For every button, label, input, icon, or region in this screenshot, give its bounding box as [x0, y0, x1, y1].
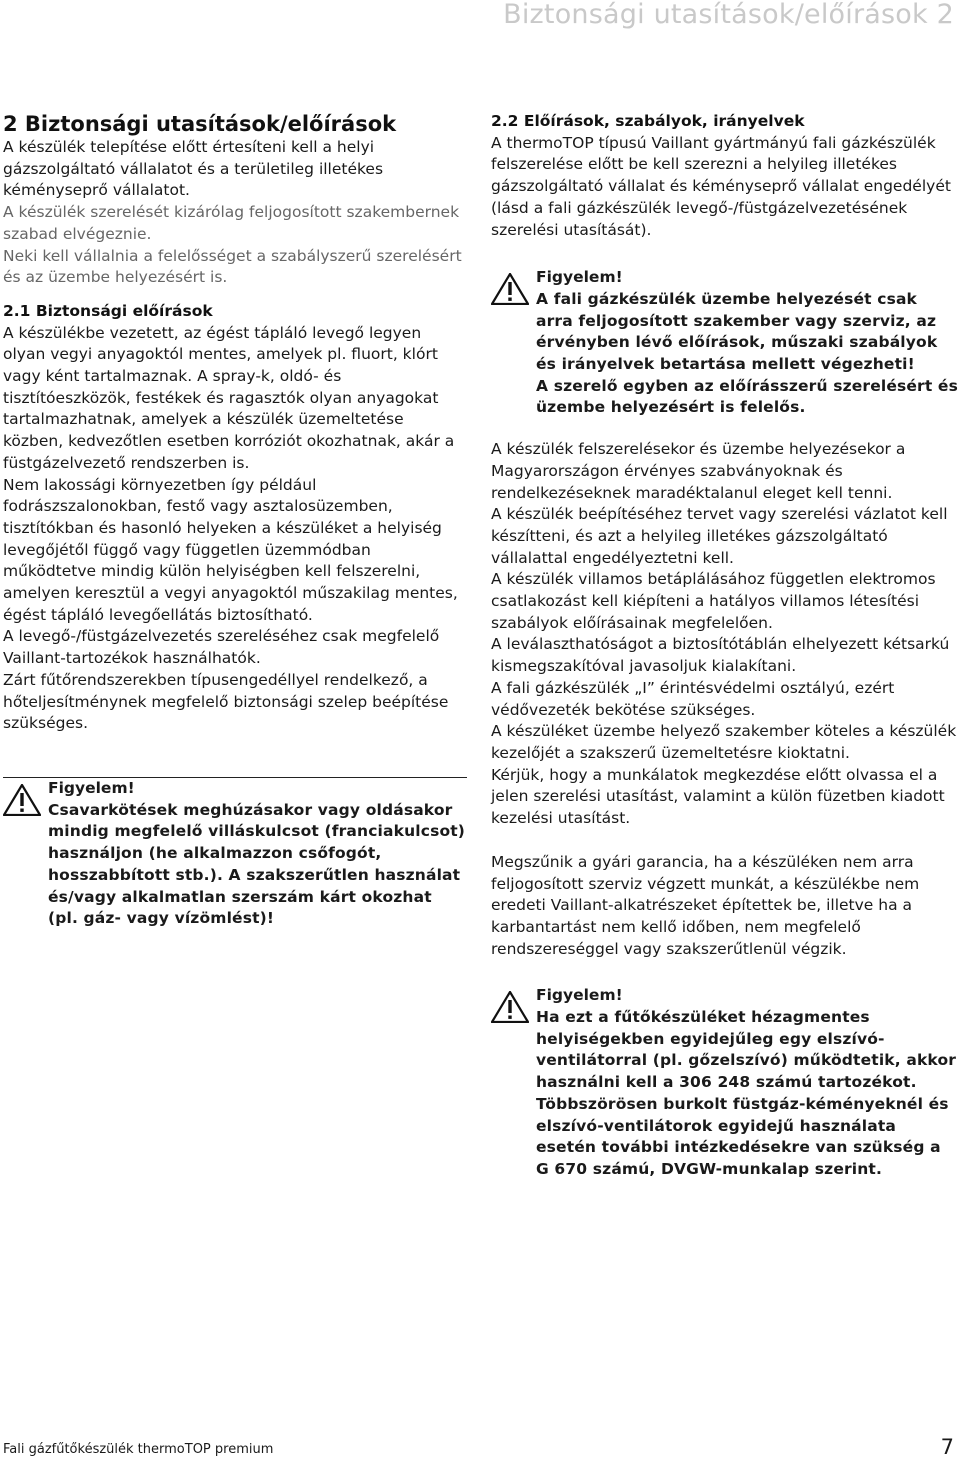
warning-triangle-icon	[491, 273, 529, 305]
warning-title: Figyelem!	[48, 778, 135, 797]
page-number: 7	[940, 1435, 954, 1459]
intro-paragraph-light-2: Neki kell vállalnia a felelősséget a szabályszerű szerelésért és az üzembe helyezésért is.	[3, 246, 462, 287]
footer-product-name: Fali gázfűtőkészülék thermoTOP premium	[3, 1442, 274, 1457]
warning-box-tools	[3, 777, 467, 930]
page-footer	[3, 1430, 954, 1460]
right-column	[491, 111, 958, 1181]
guarantee-paragraph: Megszűnik a gyári garancia, ha a készüléken nem arra feljogosított szerviz végzett munkát, a készülékbe nem eredeti Vaillant-alkatrészeket építettek be, illetve ha a karbantartást nem kellő időben, nem megfelelő rendszereséggel vagy szakszerűtlenül végzik.	[491, 852, 920, 958]
body-paragraph: Kérjük, hogy a munkálatok megkezdése előtt olvassa el a jelen szerelési utasítást, valamint a külön füzetben kiadott kezelési utasítást.	[491, 765, 945, 828]
warning-title: Figyelem!	[536, 268, 623, 287]
warning-text: A fali gázkészülék üzembe helyezését csak arra feljogosított szakember vagy szerviz, az érvényben lévő előírások, műszaki szabályok és irányelvek betartása mellett végezheti!	[536, 289, 938, 374]
running-header-title: Biztonsági utasítások/előírások 2	[503, 0, 954, 30]
left-column	[3, 111, 467, 930]
subsection-heading-2-2: 2.2 Előírások, szabályok, irányelvek	[491, 112, 805, 130]
subsection-heading-2-1: 2.1 Biztonsági előírások	[3, 301, 213, 320]
warning-triangle-icon	[3, 784, 41, 816]
body-paragraph: A készülék beépítéséhez tervet vagy szerelési vázlatot kell készítteni, és azt a helyileg illetékes gázszolgáltató vállalattal engedélyeztetni kell.	[491, 505, 948, 567]
warning-title: Figyelem!	[536, 986, 623, 1005]
body-paragraph: A leválaszthatóságot a biztosítótáblán elhelyezett kétsarkú kismegszakítóval javasoljuk kialakítani.	[491, 635, 950, 676]
intro-paragraph: A thermoTOP típusú Vaillant gyártmányú fali gázkészülék felszerelése előtt be kell szerezni a helyileg illetékes gázszolgáltató vállalat és kéményseprő vállalat engedélyét (lásd a fali gázkészülék levegő-/füstgázelvezetésének szerelési utasítását).	[491, 133, 951, 239]
body-paragraph: A fali gázkészülék „I” érintésvédelmi osztályú, ezért védővezeték bekötése szükséges.	[491, 678, 895, 719]
body-paragraph: A készülék villamos betáplálásához független elektromos csatlakozást kell kiépíteni a hatályos villamos létesítési szabályok előírásainak megfelelően.	[491, 570, 936, 632]
body-paragraph: A levegő-/füstgázelvezetés szereléséhez csak megfelelő Vaillant-tartozékok használhatók.	[3, 627, 440, 668]
warning-text: Ha ezt a fűtőkészüléket hézagmentes helyiségekben egyidejűleg egy elszívó-ventilátorral (pl. gőzelszívó) működtetik, akkor használni kell a 306 248 számú tartozékot. Többszörösen burkolt füstgáz-kéményeknél és elszívó-ventilátorok egyidejű használata esetén további intézkedésekre van szükség a G 670 számú, DVGW-munkalap szerint.	[536, 1008, 957, 1178]
body-paragraph: Zárt fűtőrendszerekben típusengedéllyel rendelkező, a hőteljesítménynek megfelelő biztonsági szelep beépítése szükséges.	[3, 670, 449, 733]
body-paragraph: A készülékbe vezetett, az égést tápláló levegő legyen olyan vegyi anyagoktól mentes, amelyek pl. fluort, klórt vagy ként tartalmaznak. A spray-k, oldó- és tisztítóeszközök, festékek és ragasztók olyan anyagokat tartalmazhatnak, amelyek a készülék üzemeltetése közben, kedvezőtlen esetben korróziót okozhatnak, akár a füstgázelvezető rendszerben is.	[3, 323, 455, 472]
intro-paragraph-light-1: A készülék szerelését kizárólag feljogosított szakembernek szabad elvégeznie.	[3, 203, 460, 243]
warning-triangle-icon	[491, 991, 529, 1023]
body-paragraph: Nem lakossági környezetben így például fodrászszalonokban, festő vagy asztalosüzemben, tisztítókban és hasonló helyeken a készüléket a helyiség levegőjétől függő vagy független üzemmódban működtetve mindig külön helyiségben kell felszerelni, amelyen keresztül a vegyi anyagoktól műszakilag mentes, égést tápláló levegőellátás biztosítható.	[3, 475, 458, 624]
section-heading: 2 Biztonsági utasítások/előírások	[3, 112, 397, 136]
intro-paragraph: A készülék telepítése előtt értesíteni kell a helyi gázszolgáltató vállalatot és a területileg illetékes kéményseprő vállalatot.	[3, 138, 384, 200]
warning-text: Csavarkötések meghúzásakor vagy oldásakor mindig megfelelő villáskulcsot (franciakulcsot) használjon (he alkalmazzon csőfogót, hosszabbított stb.). A szakszerűtlen használat és/vagy alkalmatlan szerszám kárt okozhat (pl. gáz- vagy vízömlést)!	[48, 800, 466, 928]
warning-box-ventilation	[491, 985, 958, 1180]
warning-text: A szerelő egyben az előírásszerű szerelésért és üzembe helyezésért is felelős.	[536, 376, 958, 417]
body-paragraph: A készülék felszerelésekor és üzembe helyezésekor a Magyarországon érvényes szabványoknak és rendelkezéseknek maradéktalanul eleget kell tenni.	[491, 440, 906, 502]
body-paragraph: A készüléket üzembe helyező szakember köteles a készülék kezelőjét a szakszerű üzemeltetésre kioktatni.	[491, 722, 957, 762]
warning-box-installation	[491, 267, 958, 419]
